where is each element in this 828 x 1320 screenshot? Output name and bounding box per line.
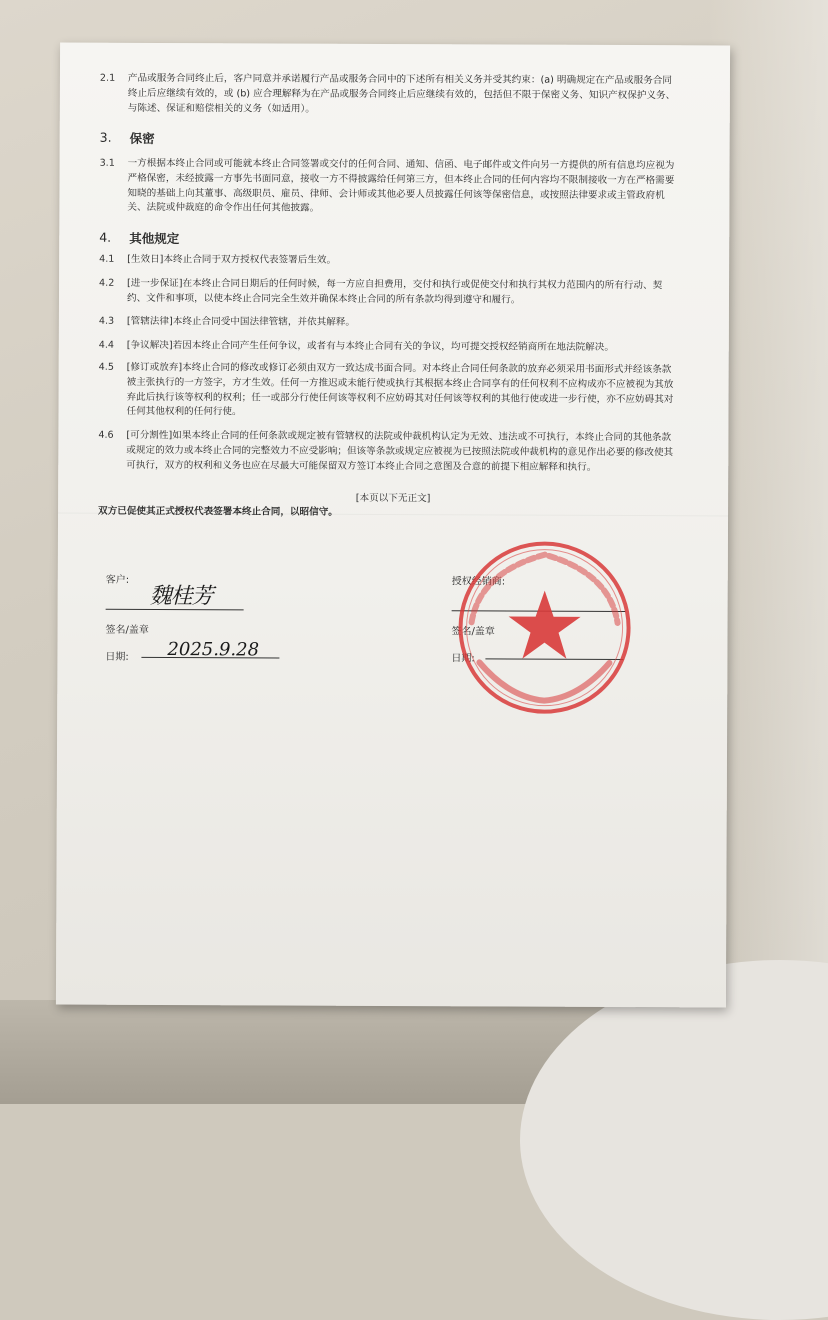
clause-4-3: [127, 315, 727, 332]
clause-4-5-line: [修订或放弃]本终止合同的修改或修订必须由双方一致达成书面合同。对本终止合同任何条款的放弃必须采用书面形式并经该条款: [126, 361, 672, 376]
seal-text-band-bottom: [479, 662, 609, 701]
clause-4-2-line: [进一步保证]在本终止合同日期后的任何时候，每一方应自担费用，交付和执行或促使交付和执行其权力范围内的所有行动、契: [127, 277, 663, 292]
section-title-confidentiality: 保密: [129, 130, 155, 146]
clause-4-6-line: 或规定的效力或本终止合同的完整效力不应受影响；但该等条款或规定应被视为已按照法院或仲裁机构的意见作出必要的修改使其: [126, 444, 674, 459]
clause-3-1-line: 一方根据本终止合同或可能就本终止合同签署或交付的任何合同、通知、信函、电子邮件或文件向另一方提供的所有信息均应视为: [127, 157, 675, 172]
clause-4-6: [126, 429, 726, 476]
section-number-4: 4.: [99, 229, 112, 245]
customer-signature-line: [106, 609, 244, 611]
clause-4-5-line: 被主张执行的一方签字，方才生效。任何一方推迟或未能行使或执行其根据本终止合同享有的任何权利不应构成亦不应被视为其放: [126, 376, 674, 391]
date-label-right: 日期:: [451, 653, 475, 665]
section-title-other-provisions: 其他规定: [129, 230, 180, 247]
clause-4-4-line: [争议解决]若因本终止合同产生任何争议，或者有与本终止合同有关的争议，均可提交授权经销商所在地法院解决。: [126, 339, 614, 353]
date-label-left: 日期:: [105, 651, 129, 663]
seal-star-icon: [508, 591, 580, 659]
clause-4-5: [126, 361, 726, 423]
clause-4-4: [127, 339, 727, 356]
clause-number-4-6: 4.6: [98, 429, 114, 441]
clause-2-1-line: 终止后应继续有效的，或 (b) 应合理解释为在产品或服务合同终止后应继续有效的，包括但不限于保密义务、知识产权保护义务、: [127, 87, 676, 102]
clause-number-4-4: 4.4: [98, 339, 115, 351]
clause-2-1-line: 产品或服务合同终止后，客户同意并承诺履行产品或服务合同中的下述所有相关义务并受其约束：(a) 明确规定在产品或服务合同: [127, 72, 673, 87]
handwritten-date: 2025.9.28: [167, 639, 260, 661]
clause-4-6-line: 可执行，双方的权利和义务也应在尽最大可能保留双方签订本终止合同之意图及合意的前提下相应解释和执行。: [126, 459, 597, 473]
customer-label: 客户:: [105, 574, 130, 586]
clause-number-4-1: 4.1: [99, 253, 115, 265]
sign-seal-label-left: 签名/盖章: [105, 624, 149, 636]
clause-4-1-line: [生效日]本终止合同于双方授权代表签署后生效。: [127, 253, 337, 266]
clause-4-1: [127, 253, 727, 270]
clause-3-1-line: 关、法院或仲裁庭的命令作出任何其他披露。: [127, 202, 320, 215]
section-number-3: 3.: [99, 129, 112, 145]
clause-4-6-line: [可分割性]如果本终止合同的任何条款或规定被有管辖权的法院或仲裁机构认定为无效、违法或不可执行，本终止合同的其他条款: [126, 429, 672, 444]
clause-number-2-1: 2.1: [99, 72, 116, 84]
clause-4-5-line: 任何其他权利的任何行使。: [126, 406, 242, 418]
clause-3-1-line: 严格保密，未经披露一方事先书面同意，接收一方不得披露给任何第三方，但本终止合同的任何内容均不限制接收一方在严格需要: [127, 172, 675, 187]
end-of-text-note: [本页以下无正文]: [355, 492, 431, 505]
clause-4-2-line: 约、文件和事项，以使本终止合同完全生效并确保本终止合同的所有条款均得到遵守和履行。: [126, 292, 521, 306]
clause-number-4-2: 4.2: [99, 277, 115, 289]
clause-number-3-1: 3.1: [99, 157, 115, 169]
clause-2-1-line: 与陈述、保证和赔偿相关的义务（如适用）。: [127, 102, 315, 115]
clause-3-1-line: 知晓的基础上向其董事、高级职员、雇员、律师、会计师或其他必要人员披露任何该等保密信息，或按照法律要求或主管政府机: [127, 187, 665, 201]
dealer-label: 授权经销商:: [451, 576, 506, 588]
clause-4-2: [127, 277, 727, 309]
sign-seal-label-right: 签名/盖章: [451, 626, 495, 638]
clause-2-1: [128, 72, 728, 119]
clause-number-4-3: 4.3: [98, 315, 115, 327]
closing-statement: 双方已促使其正式授权代表签署本终止合同，以昭信守。: [98, 505, 338, 518]
clause-number-4-5: 4.5: [98, 361, 114, 373]
customer-handwritten-signature: 魏桂芳: [149, 583, 213, 610]
clause-4-3-line: [管辖法律]本终止合同受中国法律管辖，并依其解释。: [126, 315, 356, 328]
official-seal: [449, 532, 640, 723]
document-page: [56, 43, 730, 1008]
clause-4-5-line: 弃此后执行该等权利的权利；任一或部分行使任何该等权利不应妨碍其对任何该等权利的其他行使或进一步行使，亦不应妨碍其对: [126, 391, 674, 405]
clause-3-1: [127, 157, 727, 219]
